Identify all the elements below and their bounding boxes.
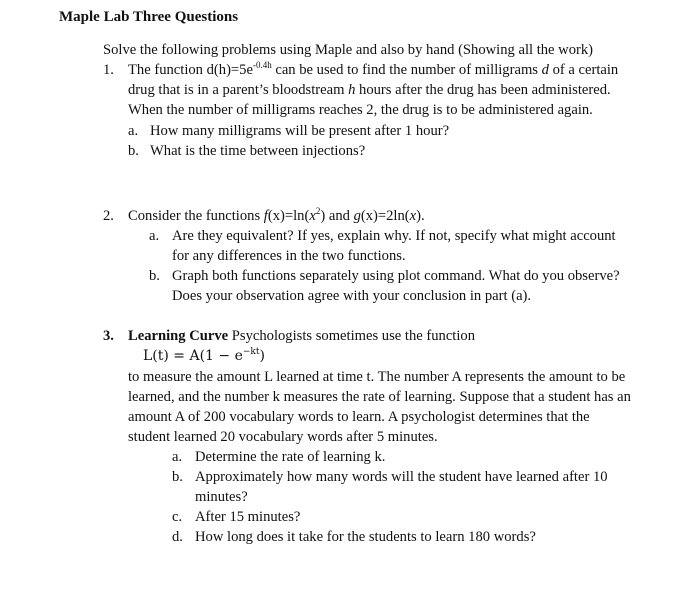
q3-paragraph-line-1: to measure the amount L learned at time t. The number A represents the amount to be	[128, 369, 626, 385]
q3-formula-end: )	[259, 348, 265, 364]
q3-paragraph-line-2: learned, and the number k measures the rate of learning. Suppose that a student has an	[128, 389, 631, 405]
q3-formula-main: L(t) = A(1 − e	[143, 348, 243, 364]
instructions: Solve the following problems using Maple and also by hand (Showing all the work)	[103, 42, 594, 58]
q1b-text: What is the time between injections?	[150, 143, 366, 159]
q2b-line-1: Graph both functions separately using plot command. What do you observe?	[172, 268, 620, 284]
q1-line1-pre: The function d(h)=5e	[128, 62, 253, 78]
q2-eq2: =2ln(	[377, 208, 410, 224]
q3-heading: Learning Curve	[128, 328, 229, 344]
q1-exponent: -0.4h	[252, 60, 272, 70]
q2-mid: ) and	[320, 208, 354, 224]
q1-line1-post: of a certain	[548, 62, 619, 78]
q1-var-d: d	[541, 62, 549, 78]
q3b-line-1: Approximately how many words will the student have learned after 10	[195, 469, 608, 485]
q3-number: 3.	[103, 328, 114, 344]
q1-line1-mid: can be used to find the number of milligrams	[271, 62, 542, 78]
q3-formula	[143, 346, 265, 366]
q3-paragraph-line-4: student learned 20 vocabulary words after 5 minutes.	[128, 429, 438, 445]
q2-number: 2.	[103, 208, 114, 224]
q3a-label: a.	[172, 449, 183, 465]
q2-text	[128, 206, 425, 226]
q1-line-2	[128, 80, 611, 100]
q1-line2-post: hours after the drug has been administered.	[355, 82, 611, 98]
q1-line-3: When the number of milligrams reaches 2, the drug is to be administered again.	[128, 102, 593, 118]
q1-number: 1.	[103, 62, 114, 78]
q1a-text: How many milligrams will be present after 1 hour?	[150, 123, 450, 139]
q3d-text: How long does it take for the students to learn 180 words?	[195, 529, 536, 545]
q1-line2-pre: drug that is in a parent’s bloodstream	[128, 82, 349, 98]
q1-line-1	[128, 60, 618, 80]
q2-end: ).	[416, 208, 425, 224]
q2-f: f	[263, 208, 268, 224]
q2a-line-2: for any differences in the two functions.	[172, 248, 406, 264]
q2-x3: (x)	[360, 208, 378, 224]
q3c-label: c.	[172, 509, 183, 525]
page-title: Maple Lab Three Questions	[59, 9, 239, 25]
q2a-line-1: Are they equivalent? If yes, explain why. If not, specify what might account	[172, 228, 616, 244]
q2-x2: x	[309, 208, 316, 224]
q2-pre: Consider the functions	[128, 208, 264, 224]
q2-g: g	[353, 208, 361, 224]
q2-eq-ln: =ln(	[284, 208, 310, 224]
q3c-text: After 15 minutes?	[195, 509, 301, 525]
q3-formula-exponent: −kt	[242, 347, 260, 357]
q2b-label: b.	[149, 268, 160, 284]
q2-x1: (x)	[267, 208, 285, 224]
q1b-label: b.	[128, 143, 139, 159]
q3-paragraph-line-3: amount A of 200 vocabulary words to learn. A psychologist determines that the	[128, 409, 590, 425]
q2-sup2: 2	[315, 206, 321, 216]
q1a-label: a.	[128, 123, 139, 139]
q3b-line-2: minutes?	[195, 489, 248, 505]
q3d-label: d.	[172, 529, 183, 545]
q1-var-h: h	[348, 82, 356, 98]
q3-heading-rest: Psychologists sometimes use the function	[228, 328, 476, 344]
q2a-label: a.	[149, 228, 160, 244]
q3b-label: b.	[172, 469, 183, 485]
q2b-line-2: Does your observation agree with your conclusion in part (a).	[172, 288, 532, 304]
q2-x4: x	[409, 208, 417, 224]
q3-heading-line	[128, 326, 475, 346]
q3a-text: Determine the rate of learning k.	[195, 449, 386, 465]
